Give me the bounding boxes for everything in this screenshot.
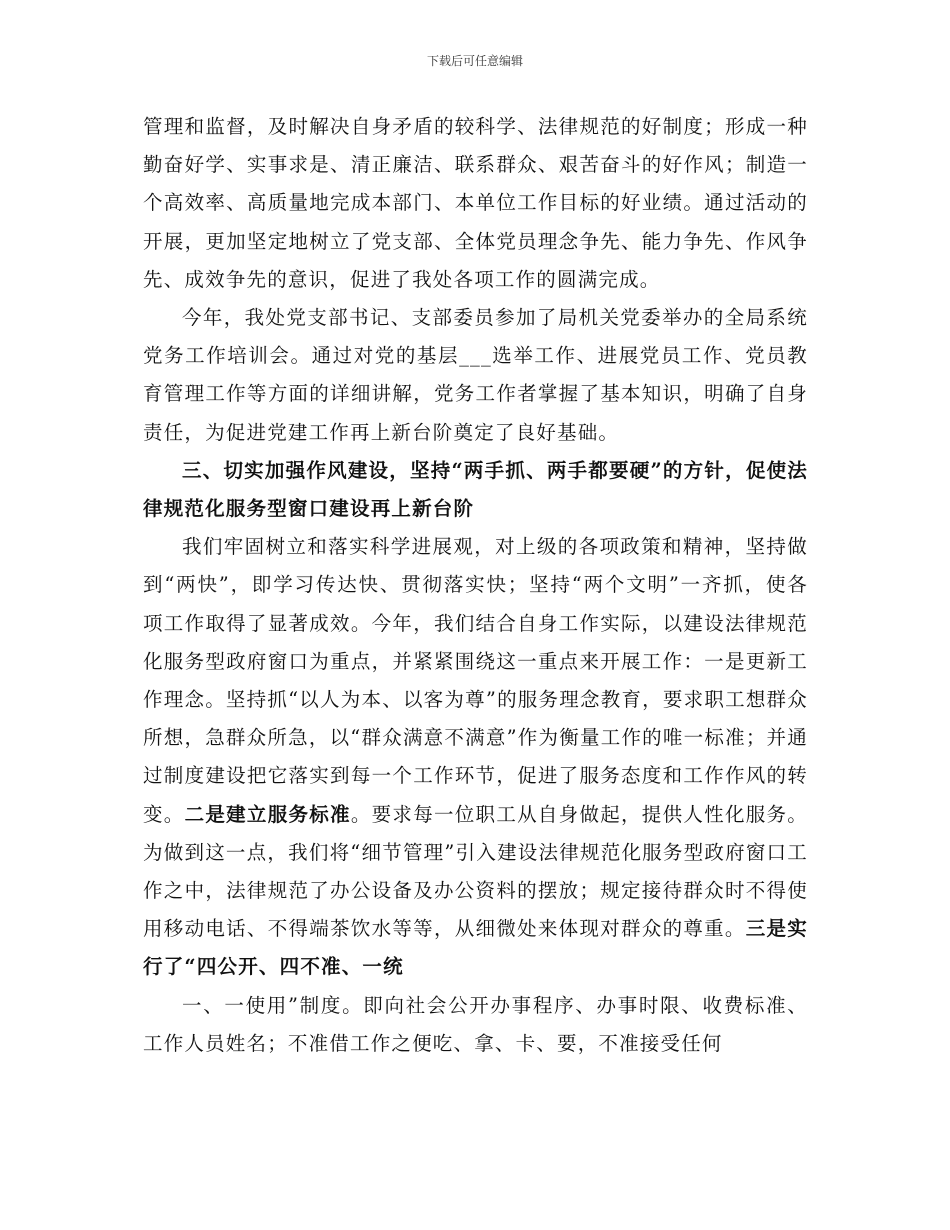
paragraph-4 bbox=[143, 528, 808, 986]
paragraph-4-text-c: 。要求每一位职工从自身做起，提供人性化服务。为做到这一点，我们将“细节管理”引入建设法律规范化服务型政府窗口工作之中，法律规范了办公设备及办公资料的摆放；规定接待群众时不得使用移动电话、不得端茶饮水等等，从细微处来体现对群众的尊重。 bbox=[143, 802, 808, 941]
document-body bbox=[143, 108, 808, 1063]
paragraph-1: 管理和监督，及时解决自身矛盾的较科学、法律规范的好制度；形成一种勤奋好学、实事求是、清正廉洁、联系群众、艰苦奋斗的好作风；制造一个高效率、高质量地完成本部门、本单位工作目标的好业绩。通过活动的开展，更加坚定地树立了党支部、全体党员理念争先、能力争先、作风争先、成效争先的意识，促进了我处各项工作的圆满完成。 bbox=[143, 115, 808, 291]
paragraph-4-bold-b: 二是建立服务标准 bbox=[184, 802, 351, 826]
section-heading-3: 三、切实加强作风建设，坚持“两手抓、两手都要硬”的方针，促使法律规范化服务型窗口建设再上新台阶 bbox=[143, 458, 808, 521]
paragraph-4-bold-d: 三是实行了“四公开、四不准、一统 bbox=[143, 917, 808, 979]
paragraph-2: 今年，我处党支部书记、支部委员参加了局机关党委举办的全局系统党务工作培训会。通过对党的基层___选举工作、进展党员工作、党员教育管理工作等方面的详细讲解，党务工作者掌握了基本知识，明确了自身责任，为促进党建工作再上新台阶奠定了良好基础。 bbox=[143, 306, 808, 444]
page-header: 下载后可任意编辑 bbox=[426, 54, 523, 68]
paragraph-5: 一、一使用”制度。即向社会公开办事程序、办事时限、收费标准、工作人员姓名；不准借工作之便吃、拿、卡、要，不准接受任何 bbox=[143, 993, 808, 1055]
paragraph-4-text-a: 我们牢固树立和落实科学进展观，对上级的各项政策和精神，坚持做到“两快”，即学习传达快、贯彻落实快；坚持“两个文明”一齐抓，使各项工作取得了显著成效。今年，我们结合自身工作实际，以建设法律规范化服务型政府窗口为重点，并紧紧围绕这一重点来开展工作：一是更新工作理念。坚持抓“以人为本、以客为尊”的服务理念教育，要求职工想群众所想，急群众所急，以“群众满意不满意”作为衡量工作的唯一标准；并通过制度建设把它落实到每一个工作环节，促进了服务态度和工作作风的转变。 bbox=[143, 535, 808, 826]
